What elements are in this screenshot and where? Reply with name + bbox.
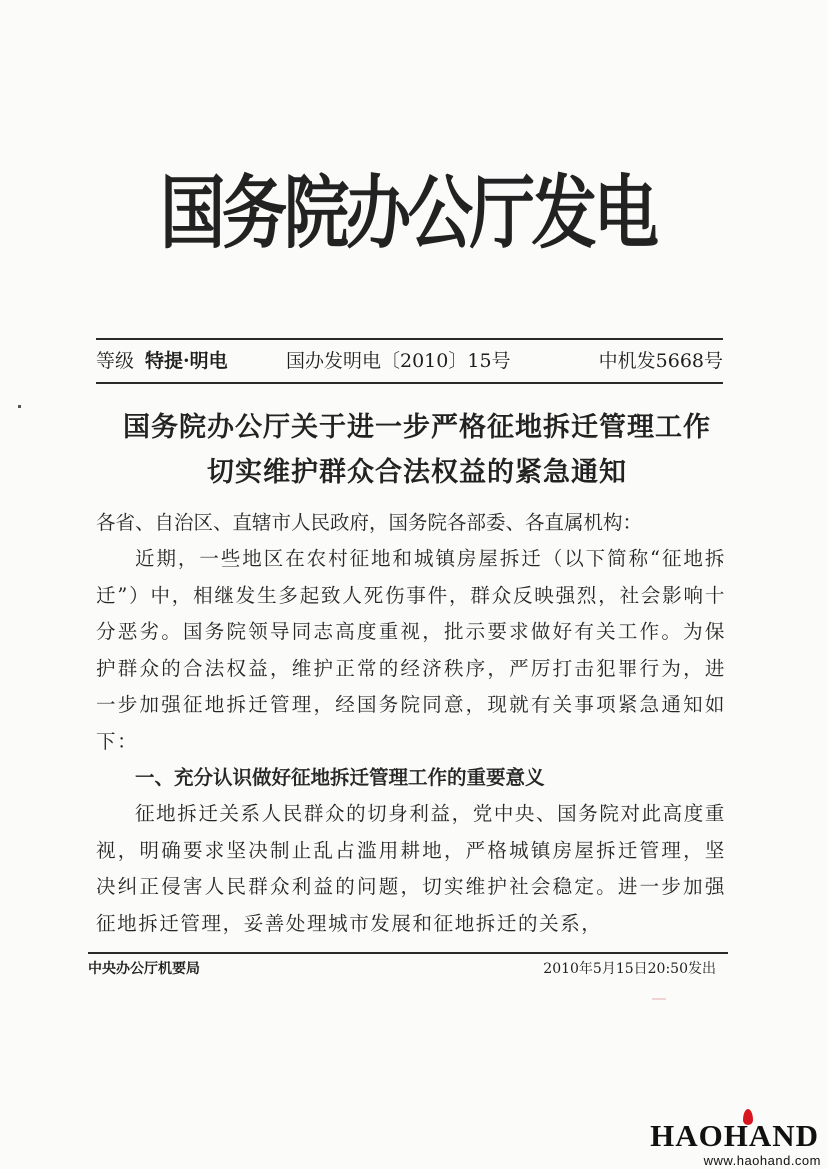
grade-value: 特提·明电 [145,350,228,372]
footer-issuer: 中央办公厅机要局 [88,961,200,977]
paragraph-intro: 近期，一些地区在农村征地和城镇房屋拆迁（以下简称“征地拆迁”）中，相继发生多起致人死伤事件，群众反映强烈，社会影响十分恶劣。国务院领导同志高度重视，批示要求做好有关工作。为保护群众的合法权益，维护正常的经济秩序，严厉打击犯罪行为，进一步加强征地拆迁管理，经国务院同意，现就有关事项紧急通知如下： [96,547,726,753]
footer-sent-time: 2010年5月15日20:50发出 [543,961,716,977]
footer [88,956,728,982]
haohand-watermark [650,1118,827,1169]
notice-heading-line-1: 国务院办公厅关于进一步严格征地拆迁管理工作 [123,412,711,443]
document-title: 国务院办公厅发电 [160,165,656,260]
grade-label: 等级 [96,350,135,372]
archive-number: 中机发5668号 [598,350,723,372]
faint-red-mark [652,998,666,1000]
footer-rule [88,952,728,954]
scan-speck [18,405,21,408]
document-number: 国办发明电〔2010〕15号 [286,350,511,372]
section-1-heading: 一、充分认识做好征地拆迁管理工作的重要意义 [135,766,545,789]
telegram-meta-row [96,341,723,381]
header-rule-bottom [96,382,723,384]
header-rule-top [96,338,723,340]
notice-heading-line-2: 切实维护群众合法权益的紧急通知 [207,457,627,488]
watermark-url: www.haohand.com [703,1153,821,1168]
watermark-logo: HAOHAND [650,1118,819,1153]
salutation: 各省、自治区、直辖市人民政府，国务院各部委、各直属机构： [96,511,643,534]
paragraph-section-1: 征地拆迁关系人民群众的切身利益，党中央、国务院对此高度重视，明确要求坚决制止乱占滥用耕地，严格城镇房屋拆迁管理，坚决纠正侵害人民群众利益的问题，切实维护社会稳定。进一步加强征地拆迁管理，妥善处理城市发展和征地拆迁的关系， [96,802,726,935]
